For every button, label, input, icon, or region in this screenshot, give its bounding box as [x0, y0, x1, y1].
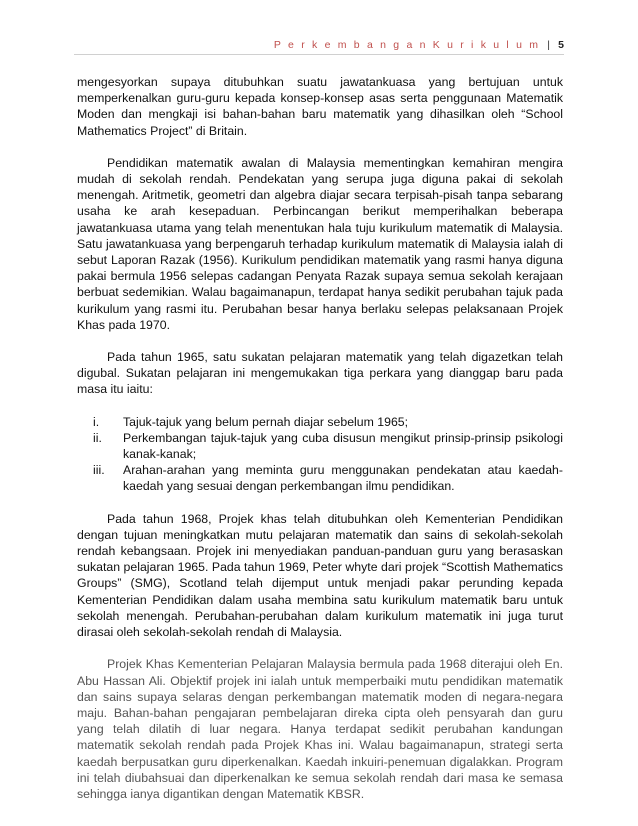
list-item-number: i. — [93, 414, 100, 429]
list-item — [93, 430, 563, 462]
list-item — [93, 414, 563, 430]
paragraph-2: Pendidikan matematik awalan di Malaysia mementingkan kemahiran mengira mudah di sekolah rendah. Pendekatan yang serupa juga diguna pakai di sekolah menengah. Aritmetik, geometri dan algebra diajar secara terpisah-pisah tanpa sebarang usaha ke arah kesepaduan. Perbincangan berikut memperihalkan beberapa jawatankuasa utama yang telah menentukan hala tuju kurikulum matematik di Malaysia. Satu jawatankuasa yang berpengaruh terhadap kurikulum matematik di Malaysia ialah di sebut Laporan Razak (1956). Kurikulum pendidikan matematik yang rasmi hanya diguna pakai bermula 1956 selepas cadangan Penyata Razak supaya semua sekolah kerajaan berbuat sedemikian. Walau bagaimanapun, terdapat hanya sedikit perubahan tajuk pada kurikulum yang rasmi itu. Perubahan besar hanya berlaku selepas pelaksanaan Projek Khas pada 1970. — [77, 155, 563, 332]
paragraph-5: Projek Khas Kementerian Pelajaran Malaysia bermula pada 1968 diterajui oleh En. Abu Hassan Ali. Objektif projek ini ialah untuk memperbaiki mutu pendidikan matematik dan sains supaya selaras dengan perkembangan matematik moden di negara-negara maju. Bahan-bahan pengajaran pembelajaran direka cipta oleh pensyarah dan guru yang telah dilatih di luar negara. Hanya terdapat sedikit perubahan kandungan matematik sekolah rendah pada Projek Khas ini. Walau bagaimanapun, strategi serta kaedah berpusatkan guru diperkenalkan. Kaedah inkuiri-penemuan digalakkan. Program ini telah diubahsuai dan diperkenalkan ke semua sekolah rendah dari masa ke semasa sehingga ianya digantikan dengan Matematik KBSR. — [77, 657, 563, 801]
paragraph-4: Pada tahun 1968, Projek khas telah ditubuhkan oleh Kementerian Pendidikan dengan tujuan meningkatkan mutu pelajaran matematik dan sains di sekolah-sekolah rendah kebangsaan. Projek ini menyediakan panduan-panduan guru yang berasaskan sukatan pelajaran 1965. Pada tahun 1969, Peter whyte dari projek “Scottish Mathematics Groups” (SMG), Scotland telah dijemput untuk menjadi pakar perunding kepada Kementerian Pendidikan dalam usaha membina satu kurikulum matematik baru untuk sekolah menengah. Perubahan-perubahan dalam kurikulum matematik ini juga turut dirasai oleh sekolah-sekolah rendah di Malaysia. — [77, 511, 563, 640]
page-header — [74, 38, 564, 52]
header-rule — [74, 54, 564, 55]
page-number: 5 — [558, 39, 564, 51]
list-item-text: Tajuk-tajuk yang belum pernah diajar sebelum 1965; — [123, 414, 409, 429]
list-item-text: Arahan-arahan yang meminta guru menggunakan pendekatan atau kaedah-kaedah yang sesuai dengan perkembangan ilmu pendidikan. — [123, 463, 563, 494]
list-item-number: ii. — [93, 430, 102, 445]
list-item-number: iii. — [93, 463, 105, 478]
numbered-list — [77, 414, 563, 495]
paragraph-1: mengesyorkan supaya ditubuhkan suatu jawatankuasa yang bertujuan untuk memperkenalkan guru-guru kepada konsep-konsep asas serta penggunaan Matematik Moden dan mengkaji isi bahan-bahan baru matematik yang dihasilkan oleh “School Mathematics Project” di Britain. — [77, 75, 563, 138]
document-body — [77, 74, 563, 802]
list-item — [93, 462, 563, 494]
header-title: P e r k e m b a n g a n K u r i k u l u m — [273, 39, 541, 51]
header-separator: | — [547, 39, 551, 51]
list-item-text: Perkembangan tajuk-tajuk yang cuba disusun mengikut prinsip-prinsip psikologi kanak-kanak; — [123, 430, 563, 462]
paragraph-3: Pada tahun 1965, satu sukatan pelajaran matematik yang telah digazetkan telah digubal. Sukatan pelajaran ini mengemukakan tiga perkara yang dianggap baru pada masa itu iaitu: — [77, 350, 563, 397]
